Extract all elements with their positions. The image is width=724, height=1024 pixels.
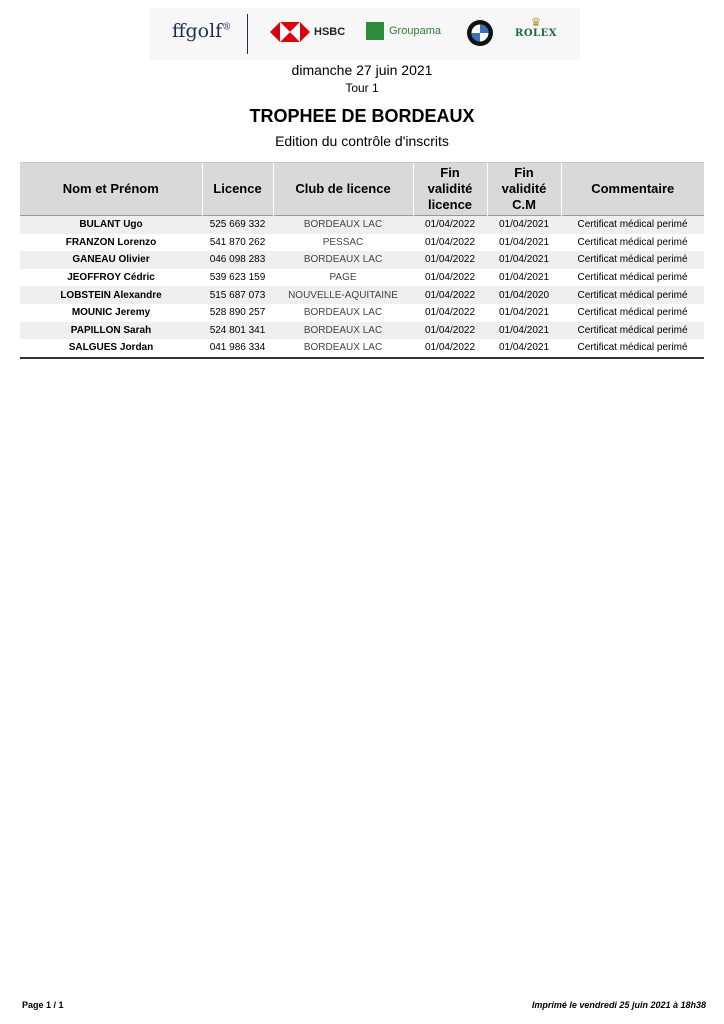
ffgolf-text: ffgolf [172, 20, 223, 42]
cell-name: FRANZON Lorenzo [65, 236, 157, 248]
cell-licence: 541 870 262 [209, 236, 266, 248]
col-header-licence: Licence [202, 163, 273, 216]
rolex-text: ROLEX [515, 28, 557, 39]
cell-name: MOUNIC Jeremy [71, 307, 151, 319]
cell-fin-licence: 01/04/2022 [424, 236, 476, 248]
table-row [20, 304, 704, 322]
cell-comment: Certificat médical perimé [561, 322, 704, 340]
groupama-tree-icon [366, 22, 384, 40]
table-row [20, 216, 704, 234]
cell-name: SALGUES Jordan [68, 342, 154, 354]
cell-club: PAGE [329, 272, 357, 284]
table-row [20, 269, 704, 287]
table-row [20, 322, 704, 340]
hsbc-text: HSBC [314, 26, 346, 38]
page-subtitle: Edition du contrôle d'inscrits [275, 133, 449, 149]
groupama-logo [366, 22, 441, 40]
col-header-fin-cm-line3: C.M [512, 197, 536, 212]
page-number: Page 1 / 1 [22, 1000, 64, 1010]
cell-club: BORDEAUX LAC [303, 342, 383, 354]
cell-licence: 046 098 283 [202, 251, 273, 269]
cell-club: PESSAC [322, 236, 364, 248]
cell-fin-licence: 01/04/2022 [413, 216, 487, 234]
event-date: dimanche 27 juin 2021 [291, 62, 433, 78]
cell-name: GANEAU Olivier [20, 251, 202, 269]
col-header-comment: Commentaire [561, 163, 704, 216]
cell-comment: Certificat médical perimé [561, 216, 704, 234]
col-header-club: Club de licence [273, 163, 413, 216]
registered-mark: ® [222, 22, 232, 33]
cell-club: BORDEAUX LAC [273, 216, 413, 234]
cell-comment: Certificat médical perimé [561, 251, 704, 269]
cell-licence: 525 669 332 [202, 216, 273, 234]
cell-name: BULANT Ugo [20, 216, 202, 234]
cell-licence: 528 890 257 [209, 307, 266, 319]
cell-comment: Certificat médical perimé [577, 236, 688, 248]
col-header-fin-licence-line2: validité [427, 181, 473, 196]
col-header-fin-cm [487, 163, 561, 216]
col-header-name: Nom et Prénom [20, 163, 202, 216]
col-header-fin-licence-line3: licence [427, 197, 473, 212]
col-header-fin-licence [413, 163, 487, 216]
cell-fin-cm: 01/04/2021 [487, 216, 561, 234]
round-label: Tour 1 [345, 81, 379, 95]
cell-club: BORDEAUX LAC [273, 251, 413, 269]
cell-fin-cm: 01/04/2021 [487, 322, 561, 340]
cell-licence: 539 623 159 [209, 272, 266, 284]
col-header-fin-licence-line1: Fin [440, 165, 460, 180]
groupama-text: Groupama [389, 25, 441, 37]
ffgolf-logo [172, 20, 231, 42]
cell-fin-licence: 01/04/2022 [424, 342, 476, 354]
sponsor-bar [150, 8, 580, 60]
cell-name: PAPILLON Sarah [20, 322, 202, 340]
col-header-fin-cm-line1: Fin [514, 165, 534, 180]
print-timestamp: Imprimé le vendredi 25 juin 2021 à 18h38 [531, 1000, 706, 1010]
cell-fin-cm: 01/04/2021 [498, 342, 550, 354]
rolex-logo [514, 16, 558, 39]
cell-fin-cm: 01/04/2021 [498, 272, 550, 284]
cell-club: BORDEAUX LAC [303, 307, 383, 319]
hsbc-logo [270, 22, 345, 42]
cell-fin-licence: 01/04/2022 [413, 251, 487, 269]
hsbc-hexagon-icon [270, 22, 310, 42]
cell-fin-licence: 01/04/2022 [424, 307, 476, 319]
cell-comment: Certificat médical perimé [577, 307, 688, 319]
entries-table [20, 162, 704, 359]
table-row [20, 286, 704, 304]
cell-licence: 515 687 073 [202, 286, 273, 304]
table-header-row [20, 163, 704, 216]
cell-comment: Certificat médical perimé [577, 342, 688, 354]
table-row [20, 251, 704, 269]
col-header-fin-cm-line2: validité [501, 181, 547, 196]
cell-fin-cm: 01/04/2020 [487, 286, 561, 304]
cell-club: BORDEAUX LAC [273, 322, 413, 340]
cell-licence: 041 986 334 [209, 342, 266, 354]
cell-fin-licence: 01/04/2022 [424, 272, 476, 284]
cell-name: JEOFFROY Cédric [67, 272, 155, 284]
cell-comment: Certificat médical perimé [577, 272, 688, 284]
bmw-roundel-icon [466, 19, 494, 52]
cell-name: LOBSTEIN Alexandre [20, 286, 202, 304]
crown-icon: ♛ [530, 15, 542, 29]
cell-licence: 524 801 341 [202, 322, 273, 340]
cell-fin-cm: 01/04/2021 [498, 236, 550, 248]
cell-comment: Certificat médical perimé [561, 286, 704, 304]
cell-fin-licence: 01/04/2022 [413, 322, 487, 340]
logo-separator [247, 14, 248, 54]
cell-fin-licence: 01/04/2022 [413, 286, 487, 304]
table-row [20, 339, 704, 358]
table-row [20, 234, 704, 252]
cell-fin-cm: 01/04/2021 [487, 251, 561, 269]
page-title: TROPHEE DE BORDEAUX [249, 106, 475, 126]
cell-fin-cm: 01/04/2021 [498, 307, 550, 319]
cell-club: NOUVELLE-AQUITAINE [273, 286, 413, 304]
